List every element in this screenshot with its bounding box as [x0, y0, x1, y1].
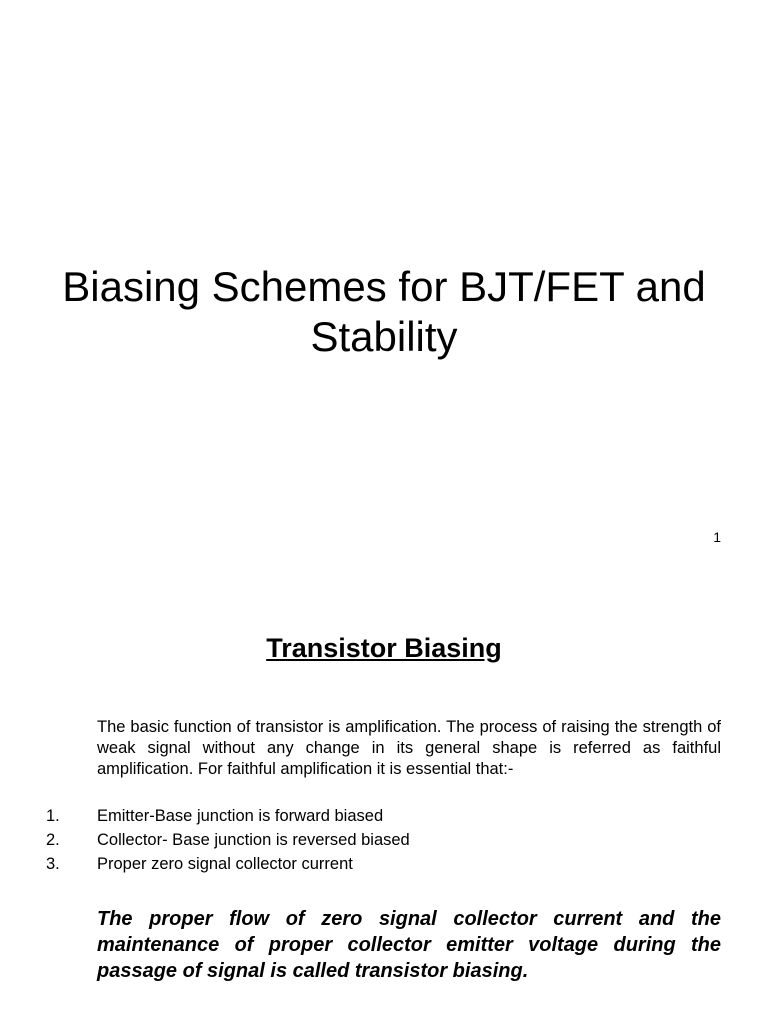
page-number: 1: [713, 529, 721, 545]
list-item-text: Proper zero signal collector current: [97, 855, 353, 873]
list-item-number: 1.: [46, 807, 60, 825]
requirements-list: [0, 805, 768, 877]
list-item-number: 3.: [46, 855, 60, 873]
list-item-number: 2.: [46, 831, 60, 849]
intro-paragraph: The basic function of transistor is amplification. The process of raising the strength of weak signal without any change in its general shape is referred as faithful amplification. For faithful amplification it is essential that:-: [97, 718, 721, 778]
list-item: [0, 829, 768, 853]
slide-title: Biasing Schemes for BJT/FET and Stability: [62, 263, 706, 360]
list-item-text: Emitter-Base junction is forward biased: [97, 807, 384, 825]
section-heading: Transistor Biasing: [266, 633, 502, 663]
list-item-text: Collector- Base junction is reversed biased: [97, 831, 410, 849]
list-item: [0, 853, 768, 877]
definition-paragraph: The proper flow of zero signal collector current and the maintenance of proper collector emitter voltage during the passage of signal is called transistor biasing.: [97, 908, 721, 982]
list-item: [0, 805, 768, 829]
